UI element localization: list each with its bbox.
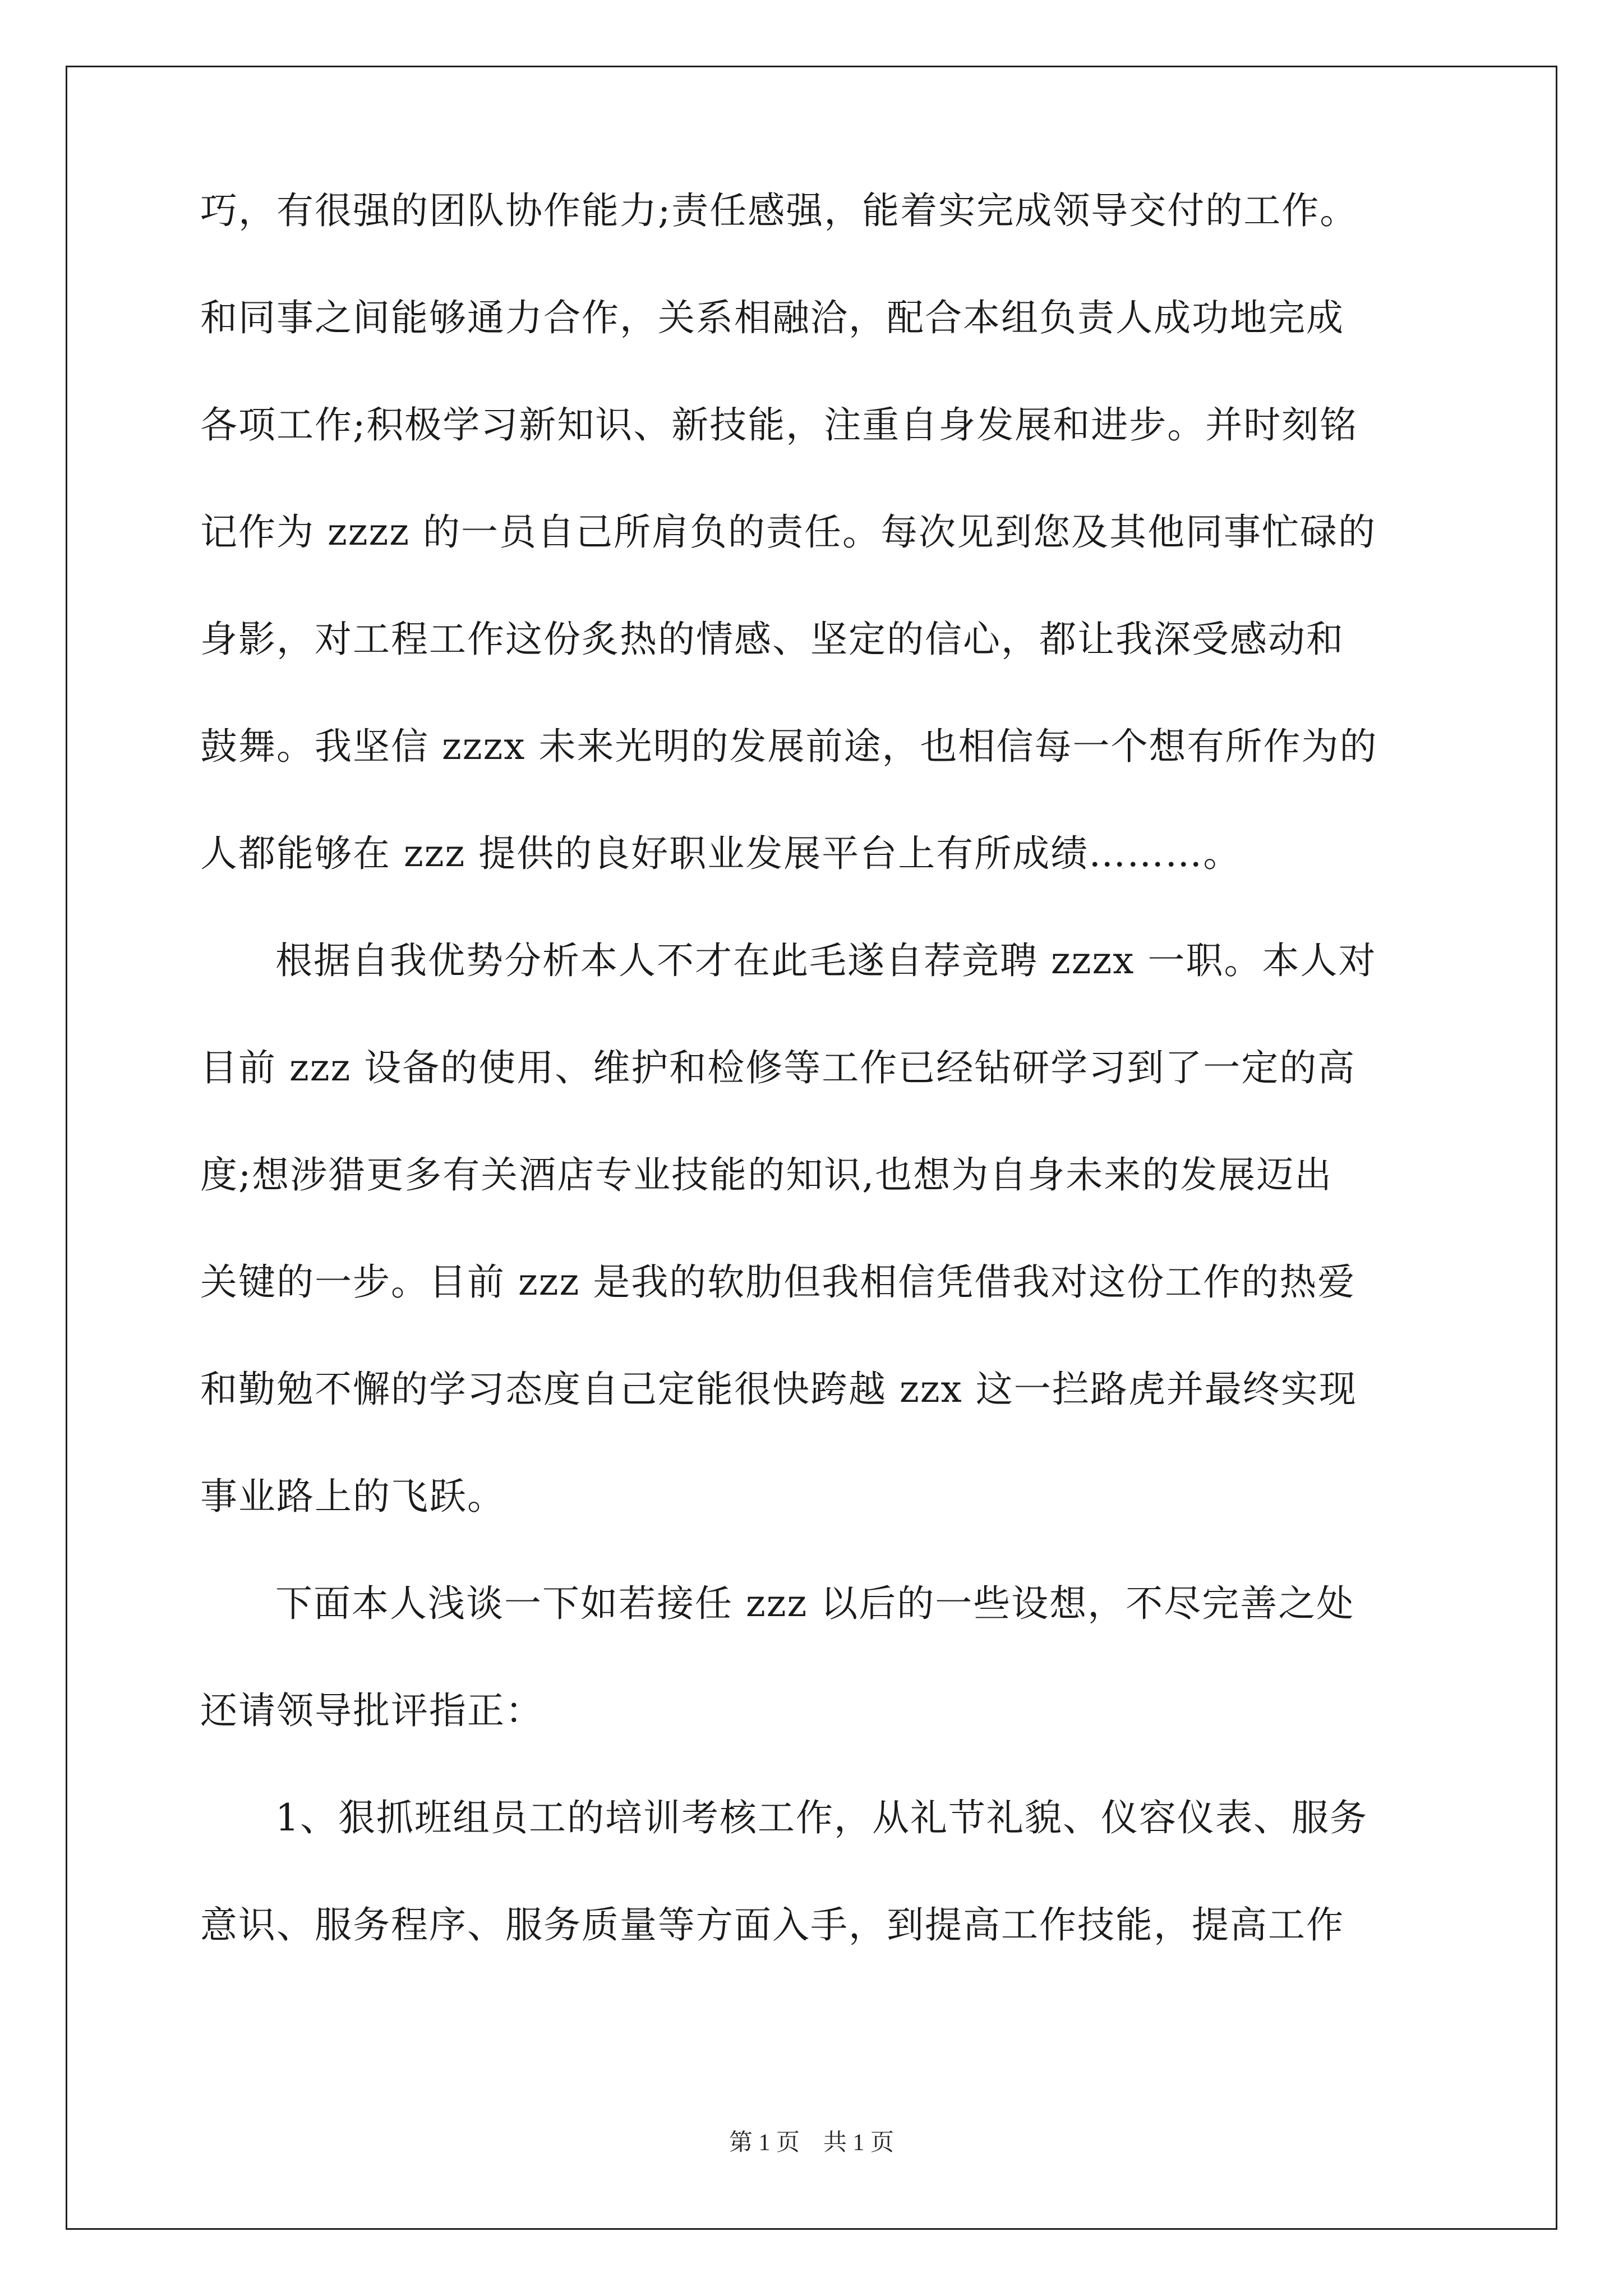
text-line: 和勤勉不懈的学习态度自己定能很快跨越 zzx 这一拦路虎并最终实现 [200, 1368, 1357, 1411]
text-line: 关键的一步。目前 zzz 是我的软肋但我相信凭借我对这份工作的热爱 [200, 1260, 1356, 1304]
paragraph-first-line: 下面本人浅谈一下如若接任 zzz 以后的一些设想，不尽完善之处 [275, 1582, 1355, 1625]
text-line: 各项工作;积极学习新知识、新技能，注重自身发展和进步。并时刻铭 [200, 403, 1358, 447]
text-line: 身影，对工程工作这份炙热的情感、坚定的信心，都让我深受感动和 [200, 618, 1344, 661]
text-line: 鼓舞。我坚信 zzzx 未来光明的发展前途，也相信每一个想有所作为的 [200, 725, 1378, 768]
text-line: 巧，有很强的团队协作能力;责任感强，能着实完成领导交付的工作。 [200, 189, 1358, 232]
text-line: 和同事之间能够通力合作，关系相融洽，配合本组负责人成功地完成 [200, 296, 1344, 339]
text-line: 人都能够在 zzz 提供的良好职业发展平台上有所成绩………。 [200, 832, 1242, 875]
page-footer: 第 1 页 共 1 页 [728, 2130, 894, 2156]
text-line: 还请领导批评指正： [200, 1689, 543, 1732]
text-line: 目前 zzz 设备的使用、维护和检修等工作已经钻研学习到了一定的高 [200, 1046, 1356, 1089]
text-line: 事业路上的飞跃。 [200, 1475, 505, 1518]
text-line: 记作为 zzzz 的一员自己所肩负的责任。每次见到您及其他同事忙碌的 [200, 510, 1377, 554]
text-line: 度;想涉猎更多有关酒店专业技能的知识,也想为自身未来的发展迈出 [200, 1153, 1333, 1197]
paragraph-first-line: 根据自我优势分析本人不才在此毛遂自荐竞聘 zzzx 一职。本人对 [275, 939, 1377, 982]
text-line: 意识、服务程序、服务质量等方面入手，到提高工作技能，提高工作 [200, 1903, 1344, 1947]
list-item-first-line: 1、狠抓班组员工的培训考核工作，从礼节礼貌、仪容仪表、服务 [275, 1796, 1368, 1839]
document-body [200, 170, 1428, 1991]
